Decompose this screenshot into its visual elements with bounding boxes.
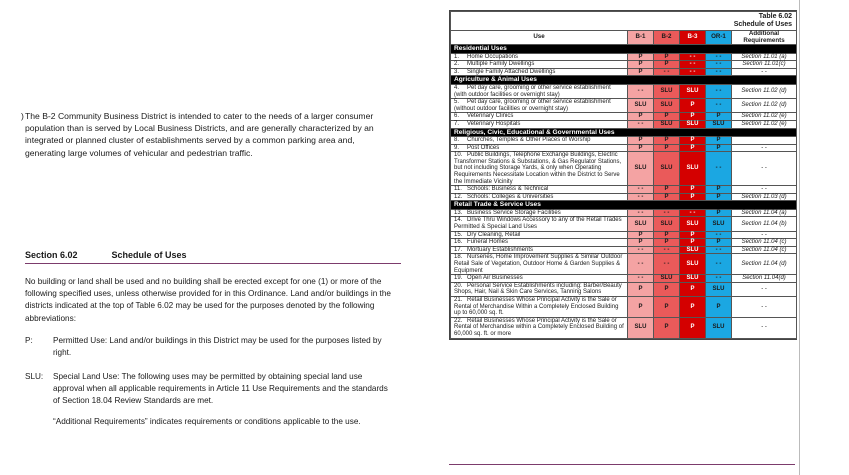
use-label: Home Occupations — [467, 53, 519, 60]
group-label: Retail Trade & Service Uses — [451, 201, 797, 210]
use-label: Personal Service Establishments including: Barber/Beauty Shops, Hair, Nail & Skin Care Services, Tanning Salons — [454, 282, 622, 296]
cell-b2: - - — [654, 68, 680, 76]
cell-or1: P — [706, 193, 732, 201]
use-cell — [451, 275, 628, 283]
use-cell — [451, 99, 628, 113]
cell-additional-requirements: Section 11.02 (e) — [732, 113, 797, 121]
cell-b1: - - — [628, 275, 654, 283]
cell-b2: P — [654, 231, 680, 239]
table-group-row — [451, 201, 797, 210]
header-b1: B-1 — [628, 31, 654, 45]
use-number: 9. — [454, 144, 460, 151]
cell-or1: - - — [706, 68, 732, 76]
cell-b1: P — [628, 231, 654, 239]
cell-b2: SLU — [654, 84, 680, 98]
use-cell — [451, 61, 628, 69]
group-label: Religious, Civic, Educational & Governmental Uses — [451, 128, 797, 137]
cell-b3: P — [680, 282, 706, 296]
cell-b3: P — [680, 231, 706, 239]
cell-additional-requirements: Section 11.04 (c) — [732, 239, 797, 247]
use-label: Open Air Businesses — [467, 275, 523, 282]
cell-additional-requirements: Section 11.04 (d) — [732, 254, 797, 275]
cell-additional-requirements: Section 11.02 (d) — [732, 99, 797, 113]
cell-b3: P — [680, 186, 706, 194]
use-cell — [451, 68, 628, 76]
cell-or1: - - — [706, 231, 732, 239]
use-number: 11. — [454, 186, 462, 193]
table-group-row — [451, 128, 797, 137]
cell-b1: - - — [628, 209, 654, 217]
cell-b2: P — [654, 317, 680, 338]
table-row — [451, 317, 797, 338]
cell-b1: P — [628, 68, 654, 76]
cell-additional-requirements: Section 11.04 (b) — [732, 217, 797, 231]
table-row — [451, 231, 797, 239]
table-title-number: Table 6.02 — [758, 13, 793, 20]
intro-lead-mark: ) — [21, 111, 24, 121]
group-label: Residential Uses — [451, 45, 797, 54]
cell-or1: - - — [706, 275, 732, 283]
cell-b2: P — [654, 239, 680, 247]
use-label: Pet day care, grooming or other service establishment (with outdoor facilities or overnight stay) — [454, 84, 611, 98]
cell-or1: SLU — [706, 282, 732, 296]
section-title: Schedule of Uses — [111, 250, 187, 260]
use-cell — [451, 144, 628, 152]
use-cell — [451, 193, 628, 201]
cell-or1: - - — [706, 61, 732, 69]
use-number: 19. — [454, 275, 463, 282]
cell-b1: - - — [628, 120, 654, 128]
cell-or1: - - — [706, 152, 732, 186]
use-label: Business Service Storage Facilities — [467, 209, 561, 216]
cell-b3: - - — [680, 61, 706, 69]
cell-b3: - - — [680, 209, 706, 217]
cell-b1: - - — [628, 254, 654, 275]
cell-b1: P — [628, 113, 654, 121]
cell-b2: P — [654, 144, 680, 152]
cell-b2: SLU — [654, 120, 680, 128]
use-label: Schools: Colleges & Universities — [467, 193, 554, 200]
cell-b3: SLU — [680, 246, 706, 254]
cell-b2: P — [654, 193, 680, 201]
cell-additional-requirements: - - — [732, 68, 797, 76]
use-number: 6. — [454, 113, 460, 120]
table-row — [451, 144, 797, 152]
additional-requirements-note: “Additional Requirements” indicates requirements or conditions applicable to the use. — [53, 417, 361, 426]
use-cell — [451, 239, 628, 247]
cell-b3: P — [680, 144, 706, 152]
use-number: 1. — [454, 53, 460, 60]
use-number: 21. — [454, 297, 463, 303]
cell-b1: P — [628, 297, 654, 318]
cell-or1: SLU — [706, 317, 732, 338]
use-cell — [451, 254, 628, 275]
cell-b1: SLU — [628, 317, 654, 338]
use-number: 3. — [454, 68, 460, 75]
cell-b2: P — [654, 297, 680, 318]
table-row — [451, 246, 797, 254]
cell-b2: SLU — [654, 275, 680, 283]
use-number: 2. — [454, 61, 460, 68]
cell-b2: P — [654, 186, 680, 194]
table-row — [451, 61, 797, 69]
cell-b3: P — [680, 193, 706, 201]
cell-additional-requirements: - - — [732, 152, 797, 186]
header-additional-requirements: Additional Requirements — [732, 31, 797, 45]
cell-or1: - - — [706, 99, 732, 113]
cell-or1: - - — [706, 53, 732, 61]
use-number: 13. — [454, 209, 463, 216]
cell-or1: P — [706, 186, 732, 194]
cell-or1: P — [706, 239, 732, 247]
use-label: Pet day care, grooming or other service establishment (without outdoor facilities or overnight stay) — [454, 99, 611, 112]
cell-b2: SLU — [654, 99, 680, 113]
table-row — [451, 239, 797, 247]
use-cell — [451, 317, 628, 338]
use-label: Retail Businesses Whose Principal Activity is the Sale or Rental of Merchandise within a Completely Enclosed Building of 60,000 sq. ft. or more — [454, 317, 624, 337]
table-title-name: Schedule of Uses — [733, 21, 793, 28]
uses-table-grid — [450, 11, 797, 339]
use-label: Post Offices — [467, 144, 500, 151]
cell-b2: - - — [654, 254, 680, 275]
use-cell — [451, 246, 628, 254]
table-group-row — [451, 45, 797, 54]
table-title — [451, 12, 797, 31]
cell-b3: - - — [680, 68, 706, 76]
cell-b2: - - — [654, 246, 680, 254]
table-group-row — [451, 76, 797, 85]
cell-or1: - - — [706, 254, 732, 275]
use-number: 22. — [454, 317, 463, 324]
use-label: Multiple Family Dwellings — [467, 61, 535, 68]
cell-b1: - - — [628, 84, 654, 98]
cell-additional-requirements — [732, 137, 797, 145]
header-b2: B-2 — [654, 31, 680, 45]
cell-b3: SLU — [680, 254, 706, 275]
use-number: 16. — [454, 239, 463, 246]
table-row — [451, 68, 797, 76]
cell-or1: P — [706, 209, 732, 217]
cell-additional-requirements: Section 11.04 (c) — [732, 246, 797, 254]
cell-or1: P — [706, 113, 732, 121]
cell-additional-requirements: - - — [732, 317, 797, 338]
cell-b3: P — [680, 99, 706, 113]
definition-key: SLU: — [25, 372, 44, 381]
cell-additional-requirements: Section 11.02 (d) — [732, 84, 797, 98]
use-cell — [451, 297, 628, 318]
table-row — [451, 53, 797, 61]
use-cell — [451, 282, 628, 296]
header-b3: B-3 — [680, 31, 706, 45]
cell-b2: P — [654, 137, 680, 145]
use-cell — [451, 84, 628, 98]
use-number: 12. — [454, 193, 463, 200]
use-label: Mortuary Establishments — [467, 246, 534, 253]
use-cell — [451, 209, 628, 217]
use-number: 8. — [454, 137, 460, 144]
cell-or1: - - — [706, 246, 732, 254]
table-row — [451, 282, 797, 296]
use-label: Veterinary Clinics — [467, 113, 514, 120]
cell-additional-requirements: Section 11.03 (d) — [732, 193, 797, 201]
schedule-of-uses-table — [449, 10, 797, 340]
page-edge-divider — [799, 0, 800, 475]
definition-key: P: — [25, 336, 33, 345]
cell-b3: SLU — [680, 84, 706, 98]
cell-b3: SLU — [680, 217, 706, 231]
use-cell — [451, 152, 628, 186]
use-cell — [451, 53, 628, 61]
use-cell — [451, 186, 628, 194]
cell-b1: - - — [628, 193, 654, 201]
cell-b3: SLU — [680, 275, 706, 283]
use-number: 10. — [454, 152, 463, 159]
cell-or1: SLU — [706, 217, 732, 231]
use-cell — [451, 113, 628, 121]
cell-b3: SLU — [680, 152, 706, 186]
cell-additional-requirements: Section 11.04(d) — [732, 275, 797, 283]
use-label: Funeral Homes — [467, 239, 509, 246]
cell-or1: P — [706, 137, 732, 145]
definition-text: Permitted Use: Land and/or buildings in this District may be used for the purposes listed by right. — [53, 336, 382, 358]
cell-additional-requirements: Section 11.01 (a) — [732, 53, 797, 61]
cell-b1: P — [628, 144, 654, 152]
cell-b3: P — [680, 113, 706, 121]
cell-b3: P — [680, 137, 706, 145]
table-row — [451, 84, 797, 98]
document-left-column — [0, 0, 410, 475]
bottom-rule — [449, 464, 795, 465]
definition-text: Special Land Use: The following uses may be permitted by obtaining special land use approval when all applicable requirements in Article 11 Use Requirements and the standards of Section 18.04 Review Standards are met. — [53, 372, 388, 406]
cell-additional-requirements: - - — [732, 282, 797, 296]
cell-b3: P — [680, 317, 706, 338]
cell-or1: SLU — [706, 120, 732, 128]
cell-additional-requirements: - - — [732, 144, 797, 152]
table-row — [451, 297, 797, 318]
cell-b1: SLU — [628, 217, 654, 231]
cell-b2: P — [654, 53, 680, 61]
cell-b1: - - — [628, 246, 654, 254]
cell-b2: SLU — [654, 217, 680, 231]
use-label: Nurseries, Home Improvement Supplies & Similar Outdoor Retail Sale of Vegetation, Outdoor Home & Garden Supplies & Equipment — [454, 254, 623, 274]
cell-b3: P — [680, 239, 706, 247]
cell-or1: P — [706, 297, 732, 318]
table-row — [451, 99, 797, 113]
cell-b2: P — [654, 61, 680, 69]
table-title-row — [451, 12, 797, 31]
use-number: 20. — [454, 282, 463, 289]
table-row — [451, 137, 797, 145]
cell-b3: - - — [680, 53, 706, 61]
use-label: Public Buildings, Telephone Exchange Buildings, Electric Transformer Stations & Substations, & Gas Regulator Stations, but not including Storage Yards, & only when Operating Requirements Necessitate Location within the District to Serve the Immediate Vicinity — [454, 152, 622, 185]
cell-additional-requirements: Section 11.04 (a) — [732, 209, 797, 217]
use-number: 4. — [454, 84, 460, 91]
use-number: 17. — [454, 246, 463, 253]
column-header-row — [451, 31, 797, 45]
definition-special-land-use — [25, 371, 395, 408]
cell-additional-requirements: - - — [732, 186, 797, 194]
use-cell — [451, 231, 628, 239]
cell-b1: SLU — [628, 99, 654, 113]
use-label: Dry Cleaning, Retail — [467, 231, 521, 238]
use-label: Single Family Attached Dwellings — [467, 68, 556, 75]
table-row — [451, 254, 797, 275]
table-row — [451, 217, 797, 231]
header-or1: OR-1 — [706, 31, 732, 45]
cell-additional-requirements: Section 11.01(c) — [732, 61, 797, 69]
cell-b1: P — [628, 61, 654, 69]
use-cell — [451, 217, 628, 231]
use-number: 18. — [454, 254, 463, 261]
cell-additional-requirements: - - — [732, 297, 797, 318]
cell-b3: P — [680, 297, 706, 318]
district-intro — [21, 110, 395, 159]
table-row — [451, 113, 797, 121]
section-heading — [25, 250, 401, 264]
use-label: Drive Thru Windows Accessory to any of the Retail Trades Permitted & Special Land Uses — [454, 217, 622, 231]
cell-b1: - - — [628, 186, 654, 194]
table-row — [451, 209, 797, 217]
table-row — [451, 186, 797, 194]
table-row — [451, 152, 797, 186]
table-row — [451, 193, 797, 201]
use-label: Schools: Business & Technical — [467, 186, 549, 193]
use-cell — [451, 137, 628, 145]
cell-b1: P — [628, 282, 654, 296]
cell-b3: SLU — [680, 120, 706, 128]
cell-b2: P — [654, 113, 680, 121]
cell-b1: P — [628, 137, 654, 145]
cell-additional-requirements: - - — [732, 231, 797, 239]
cell-additional-requirements: Section 11.02 (e) — [732, 120, 797, 128]
use-number: 15. — [454, 231, 463, 238]
use-cell — [451, 120, 628, 128]
section-number: Section 6.02 — [25, 250, 78, 260]
table-row — [451, 275, 797, 283]
use-label: Retail Businesses Whose Principal Activity is the Sale or Rental of Merchandise Within a Completely Enclosed Building up to 60,000 sq. ft. — [454, 297, 619, 317]
group-label: Agriculture & Animal Uses — [451, 76, 797, 85]
schedule-paragraph: No building or land shall be used and no building shall be erected except for one (1) or more of the following specified uses, unless otherwise provided for in this Ordinance. Land and/or buildings in the districts indicated at the top of Table 6.02 may be used for the purposes denoted by the following abbreviations: — [25, 277, 391, 323]
header-use: Use — [451, 31, 628, 45]
use-number: 14. — [454, 217, 463, 224]
table-row — [451, 120, 797, 128]
cell-or1: P — [706, 144, 732, 152]
cell-b1: P — [628, 53, 654, 61]
cell-b2: P — [654, 282, 680, 296]
cell-or1: - - — [706, 84, 732, 98]
cell-b2: SLU — [654, 152, 680, 186]
intro-text: The B-2 Community Business District is intended to cater to the needs of a larger consumer population than is served by Local Business Districts, and are generally characterized by an integrated or planned cluster of establishments served by a common parking area and, generating large volumes of vehicular and pedestrian traffic. — [25, 111, 374, 158]
use-label: Veterinary Hospitals — [467, 120, 521, 127]
use-number: 5. — [454, 99, 460, 106]
cell-b1: P — [628, 239, 654, 247]
definition-permitted — [25, 335, 395, 359]
use-label: Churches, Temples & Other Places of Worship — [467, 137, 591, 144]
cell-b1: SLU — [628, 152, 654, 186]
cell-b2: - - — [654, 209, 680, 217]
use-number: 7. — [454, 120, 460, 127]
